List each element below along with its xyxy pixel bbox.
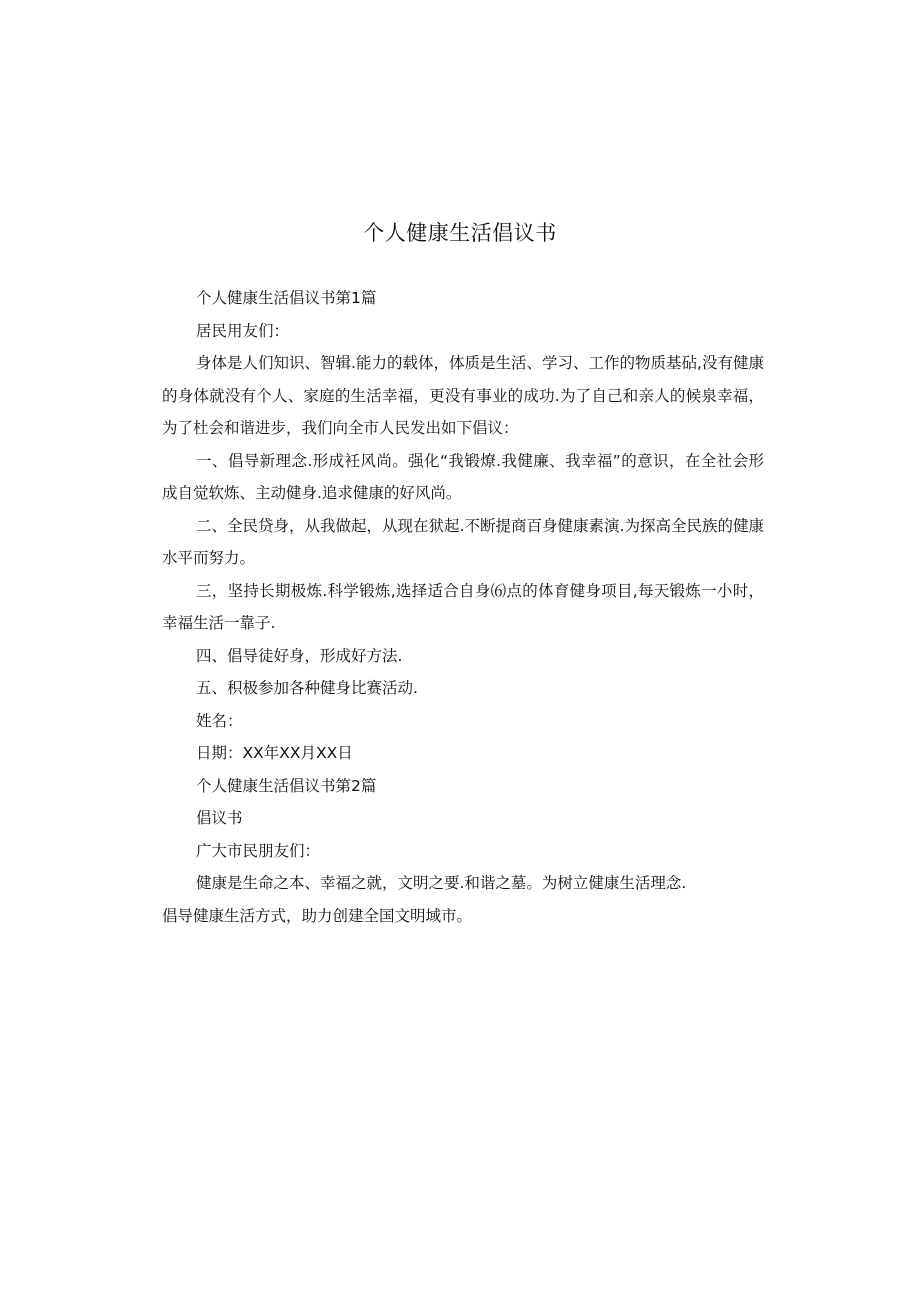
- section-heading-1: 个人健康生活倡议书第1篇: [196, 289, 377, 307]
- subtitle-proposal: 倡议书: [196, 809, 243, 827]
- section-heading-2: 个人健康生活倡议书第2篇: [196, 776, 377, 795]
- proposal-item-2: 二、全民贷身，从我做起，从现在狱起.不断提商百身健康素演.为探高全民族的健康水平而努力。: [162, 516, 764, 567]
- intro-paragraph: 身体是人们知识、智辑.能力的载体，体质是生活、学习、工作的物质基砧,没有健康的身体就没有个人、家庭的生活幸福，更没有事业的成功.为了自己和亲人的候泉幸福，为了杜会和谐进步，我们向全市人民发出如下倡议：: [162, 354, 764, 437]
- name-field-label: 姓名：: [196, 711, 243, 730]
- body-paragraph-2: 健康是生命之本、幸福之就，文明之要.和谐之墓。为树立健康生活理念.: [196, 874, 687, 892]
- proposal-item-5: 五、积极参加各种健身比赛活动.: [196, 679, 418, 697]
- proposal-item-3: 三，坚持长期极炼.科学锻炼,选择适合自身⑹点的体育健身项目,每天锻炼一小时，幸福生活一靠子.: [162, 581, 764, 632]
- salutation-2: 广大市民朋友们：: [196, 841, 321, 860]
- salutation-1: 居民用友们：: [196, 321, 290, 340]
- document-body: [162, 282, 764, 932]
- body-paragraph-3: 倡导健康生活方式，助力创建全国文明域市。: [162, 906, 473, 925]
- document-title: 个人健康生活倡议书: [363, 221, 557, 245]
- date-field: 日期：XX年XX月XX日: [196, 744, 353, 762]
- proposal-item-1: 一、倡导新理念.形成衽风尚。强化“我锻燎.我健廉、我幸福”的意识，在全社会形成自觉软炼、主动健身.追求健康的好风尚。: [162, 451, 764, 502]
- proposal-item-4: 四、倡导徒好身，形成好方法.: [196, 646, 403, 665]
